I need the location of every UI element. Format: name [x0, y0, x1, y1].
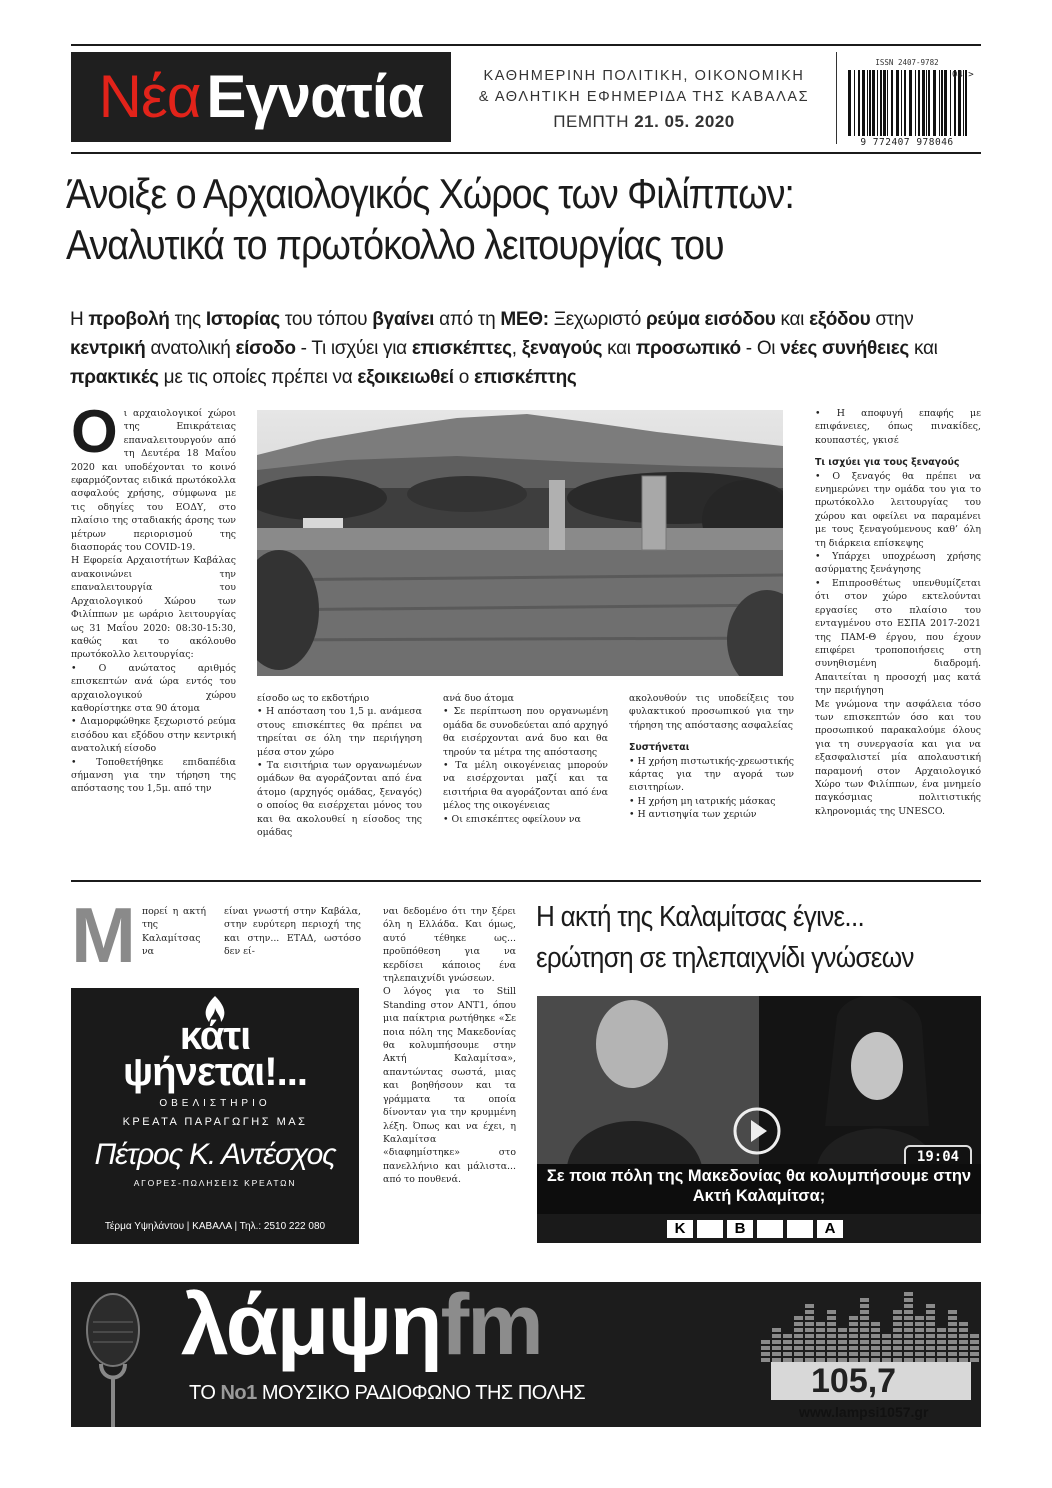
col1-p4: • Διαμορφώθηκε ξεχωριστό ρεύμα εισόδου και εξόδου στην κεντρική ανατολική είσοδο — [71, 716, 236, 755]
logo-part1: Νέα — [98, 63, 201, 130]
col5-p4: • Επιπροσθέτως υπενθυμίζεται ότι στον χώρο εκτελούνται εργασίες στο πλαίσιο του ενταγμένου στο ΕΣΠΑ 2017-2021 της ΠΑΜ-Θ έργου, που έχουν επιφέρει τροποποιήσεις στη συνηθισμένη διαδρομή. Απαιτείται η προσοχή μας κατά την περιήγηση — [815, 577, 981, 697]
col5-p5: Με γνώμονα την ασφάλεια τόσο των επισκεπτών όσο και του προσωπικού παρακαλούμε όλους για τη συνεργασία και για να εξασφαλιστεί μία απολαυστική παραμονή στον Αρχαιολογικό Χώρο των Φιλίππων, ένα μνημείο παγκόσμιας πολιτιστικής κληρονομιάς της UNESCO. — [815, 698, 981, 817]
tagline-line1: ΚΑΘΗΜΕΡΙΝΗ ΠΟΛΙΤΙΚΗ, ΟΙΚΟΝΟΜΙΚΗ — [483, 68, 805, 84]
barcode-issue: 04 > — [952, 70, 974, 80]
subtitle-part: της — [169, 309, 206, 330]
headline-line1: Άνοιξε ο Αρχαιολογικός Χώρος των Φιλίππων: — [66, 170, 794, 217]
subtitle-part: και — [909, 338, 938, 359]
radio-frequency: 105,7 — [811, 1362, 897, 1400]
col2-p2: • Η απόσταση του 1,5 μ. ανάμεσα στους επισκέπτες θα πρέπει να τηρείται σε όλη την περιήγηση μέσα στον χώρο — [257, 706, 422, 758]
radio-brand-name: λάμψη — [181, 1282, 441, 1373]
section-rule — [71, 880, 981, 882]
article-column-3 — [443, 692, 608, 826]
subtitle-part: και — [602, 338, 636, 359]
col5-heading: Τι ισχύει για τους ξεναγούς — [815, 457, 960, 469]
tv-letter-box: Β — [727, 1220, 753, 1238]
kalamitsa-col3-p1: ναι δεδομένο ότι την ξέρει όλη η Ελλάδα. Και όμως, αυτό τέθηκε ως... προϋπόθεση για να κερδίσει κάποιος ένα τηλεπαιχνίδι γνώσεων. — [383, 906, 516, 985]
masthead-bottom-rule — [71, 152, 981, 154]
tv-letter-box — [757, 1220, 783, 1238]
subtitle-part: από τη — [434, 309, 501, 330]
subtitle-part: κεντρική — [70, 338, 146, 359]
subtitle-part: - Τι ισχύει για — [295, 338, 412, 359]
subtitle-part: ΜΕΘ: — [500, 309, 549, 330]
kalamitsa-headline-line1: Η ακτή της Καλαμίτσας έγινε... — [536, 901, 865, 933]
top-rule — [71, 44, 981, 46]
subtitle-part: νέες συνήθειες — [780, 338, 910, 359]
col4-p1: ακολουθούν τις υποδείξεις του φυλακτικού προσωπικού για την τήρηση της απόστασης ασφαλείας — [629, 693, 794, 731]
archaeological-site-photo — [257, 410, 783, 676]
kalamitsa-column-3 — [383, 905, 516, 1187]
kalamitsa-col2: είναι γνωστή στην Καβάλα, στην ευρύτερη περιοχή της και στην... ΕΤΑΔ, ωστόσο δεν εί- — [224, 906, 361, 958]
newspaper-logo — [71, 52, 451, 142]
col3-p2: • Σε περίπτωση που οργανωμένη ομάδα δε συνοδεύεται από αρχηγό θα εισέρχονται ανά δυο και θα τηρούν τα μέτρα της απόστασης — [443, 706, 608, 758]
radio-tagline-pre: ΤΟ — [189, 1382, 221, 1404]
subtitle-part: επισκέπτης — [473, 367, 577, 388]
col1-p2: Η Εφορεία Αρχαιοτήτων Καβάλας ανακοινώνει την επαναλειτουργία του Αρχαιολογικού Χώρου των Φιλίππων με ωράριο λειτουργίας ως 31 Μαΐου 2020: 08:30-15:30, καθώς και το ακόλουθο πρωτόκολλο λειτουργίας: — [71, 555, 236, 661]
subtitle-part: είσοδο — [235, 338, 296, 359]
ad-brand-line2: ψήνεται!... — [123, 1050, 307, 1094]
col5-p3: • Υπάρχει υποχρέωση χρήσης ασύρματης ξενάγησης — [815, 551, 981, 576]
col1-p5: • Τοποθετήθηκε επιδαπέδια σήμανση για την τήρηση της απόστασης του 1,5μ. από την — [71, 756, 236, 795]
radio-brand-fm: fm — [440, 1282, 542, 1373]
tv-letter-boxes — [667, 1220, 843, 1238]
subtitle-part: επισκέπτες — [411, 338, 512, 359]
butcher-advertisement — [71, 988, 359, 1244]
article-column-5 — [815, 407, 981, 818]
col4-p3: • Η χρήση μη ιατρικής μάσκας — [629, 795, 776, 807]
subtitle-part: προσωπικό — [635, 338, 741, 359]
drop-cap: O — [71, 398, 118, 465]
subtitle-part: προβολή — [88, 309, 170, 330]
article-column-4 — [629, 692, 794, 822]
col5-p1: • Η αποφυγή επαφής με επιφάνειες, όπως πινακίδες, κουπαστές, γκισέ — [815, 408, 981, 446]
subtitle-part: - Οι — [740, 338, 781, 359]
subtitle-part: εξοικειωθεί — [357, 367, 454, 388]
photo-illustration — [257, 410, 783, 676]
radio-brand — [181, 1282, 542, 1375]
tv-letter-box: Α — [817, 1220, 843, 1238]
subtitle-part: ανατολική — [145, 338, 236, 359]
logo-part2: Εγνατία — [206, 63, 424, 130]
col3-p4: • Οι επισκέπτες οφείλουν να — [443, 813, 581, 825]
subtitle-part: και — [775, 309, 810, 330]
issue-date-value: 21. 05. 2020 — [634, 112, 735, 131]
col5-p2: • Ο ξεναγός θα πρέπει να ενημερώνει την ομάδα του για το πρωτόκολλο λειτουργίας του χώρου και οφείλει να παραμένει με τους ξεναγούμενους καθ’ όλη τη διάρκεια επίσκεψης — [815, 470, 981, 549]
col3-p1: ανά δυο άτομα — [443, 693, 514, 704]
radio-url: www.lampsi1057.gr — [799, 1404, 929, 1420]
masthead-divider — [836, 52, 837, 144]
tv-question: Σε ποια πόλη της Μακεδονίας θα κολυμπήσουμε στην Ακτή Καλαμίτσα; — [546, 1167, 972, 1205]
kalamitsa-headline — [536, 897, 941, 979]
ad-owner: Πέτρος Κ. Αντέσχος — [94, 1138, 336, 1171]
tagline-line2: & ΑΘΛΗΤΙΚΗ ΕΦΗΜΕΡΙΔΑ ΤΗΣ ΚΑΒΑΛΑΣ — [478, 89, 810, 105]
issue-date — [460, 112, 828, 132]
radio-tagline-no1: No1 — [220, 1382, 257, 1404]
subtitle-part: ξεναγούς — [521, 338, 603, 359]
main-headline — [66, 168, 903, 270]
article-column-2 — [257, 692, 422, 839]
kalamitsa-column-2 — [224, 905, 361, 959]
subtitle-part: ρεύμα εισόδου — [645, 309, 776, 330]
kalamitsa-col3-p2: Ο λόγος για το Still Standing στον ΑΝΤ1, όπου μια παίκτρια ρωτήθηκε «Σε ποια πόλη της Μακεδονίας θα κολυμπήσουμε στην Ακτή Καλαμίτσα», απαντώντας σωστά, μιας και βοηθήσουν και τα γράμματα τα οποία δίνονταν για την κρυμμένη λέξη. Όπως και να έχει, η Καλαμίτσα «διαφημίστηκε» στο πανελλήνιο και μάλιστα... από το πουθενά. — [383, 986, 516, 1186]
subtitle-part: Ξεχωριστό — [548, 309, 646, 330]
issue-day: ΠΕΜΠΤΗ — [553, 112, 629, 131]
tv-show-screenshot — [537, 996, 981, 1243]
subtitle-part: , — [511, 338, 522, 359]
subtitle-part: πρακτικές — [70, 367, 159, 388]
ad-address: Τέρμα Υψηλάντου | ΚΑΒΑΛΑ | Τηλ.: 2510 222 080 — [104, 1221, 326, 1232]
subtitle-part: εξόδου — [809, 309, 871, 330]
tv-letter-box — [787, 1220, 813, 1238]
kalamitsa-col1: πορεί η ακτή της Καλαμίτσας να — [141, 906, 206, 958]
tv-letter-box — [697, 1220, 723, 1238]
subtitle-part: ο — [453, 367, 474, 388]
radio-advertisement — [71, 1282, 981, 1427]
subtitle-part: του τόπου — [279, 309, 373, 330]
subtitle-part: με τις οποίες πρέπει να — [158, 367, 358, 388]
col3-p3: • Τα μέλη οικογένειας μπορούν να εισέρχονται μαζί και τα εισιτήρια θα αγοράζονται από ένα μέλος της οικογένειας — [443, 760, 608, 812]
barcode-number: 9 772407 978046 — [860, 137, 954, 148]
radio-tagline — [189, 1382, 585, 1405]
col4-p2: • Η χρήση πιστωτικής-χρεωστικής κάρτας για την αγορά των εισιτηρίων. — [629, 755, 794, 794]
kalamitsa-headline-line2: ερώτηση σε τηλεπαιχνίδι γνώσεων — [536, 942, 914, 974]
article-subtitle — [70, 305, 980, 392]
col1-p3: • Ο ανώτατος αριθμός επισκεπτών ανά ώρα εντός του αρχαιολογικού χώρου καθορίστηκε στα 90 άτομα — [71, 662, 236, 714]
col4-p4: • Η αντισηψία των χεριών — [629, 809, 757, 821]
subtitle-part: στην — [870, 309, 914, 330]
col2-p1: είσοδο ως το εκδοτήριο — [257, 693, 370, 704]
kalamitsa-column-1 — [71, 891, 206, 979]
col2-p3: • Τα εισιτήρια των οργανωμένων ομάδων θα αγοράζονται από ένα άτομο (αρχηγός ομάδας, ξεναγός) ο οποίος θα εισέρχεται μόνος του και θα ακολουθεί η είσοδος της ομάδας — [257, 760, 422, 839]
radio-tagline-post: ΜΟΥΣΙΚΟ ΡΑΔΙΟΦΩΝΟ ΤΗΣ ΠΟΛΗΣ — [256, 1382, 586, 1404]
masthead-tagline — [460, 66, 828, 132]
tv-timer: 19:04 — [916, 1149, 960, 1165]
ad-trade: ΑΓΟΡΕΣ-ΠΩΛΗΣΕΙΣ ΚΡΕΑΤΩΝ — [133, 1178, 297, 1188]
tv-letter-box: Κ — [667, 1220, 693, 1238]
kalamitsa-drop-cap: Μ — [71, 891, 136, 979]
subtitle-part: Ιστορίας — [205, 309, 280, 330]
headline-line2: Αναλυτικά το πρωτόκολλο λειτουργίας του — [66, 221, 724, 268]
ad-products: ΚΡΕΑΤΑ ΠΑΡΑΓΩΓΗΣ ΜΑΣ — [122, 1116, 308, 1128]
subtitle-part: Η — [70, 309, 89, 330]
col1-first: ι αρχαιολογικοί χώροι της Επικράτειας επαναλειτουργούν από τη Δευτέρα 18 Μαΐου 2020 και υποδέχονται το κοινό εφαρμόζοντας ειδικά πρωτόκολλα ασφαλούς χρήσης, σύμφωνα με τις οδηγίες του ΕΟΔΥ, στο πλαίσιο της σταδιακής άρσης των μέτρων περιορισμού της διασποράς του COVID-19. — [71, 408, 236, 554]
ad-sub: ΟΒΕΛΙΣΤΗΡΙΟ — [159, 1098, 271, 1109]
ad-brand-line1: κάτι — [179, 1014, 251, 1058]
col4-heading: Συστήνεται — [629, 742, 690, 754]
issn-label: ISSN 2407-9782 — [875, 58, 939, 67]
article-column-1 — [71, 398, 236, 796]
subtitle-part: βγαίνει — [372, 309, 435, 330]
ad-brand — [71, 1014, 359, 1094]
